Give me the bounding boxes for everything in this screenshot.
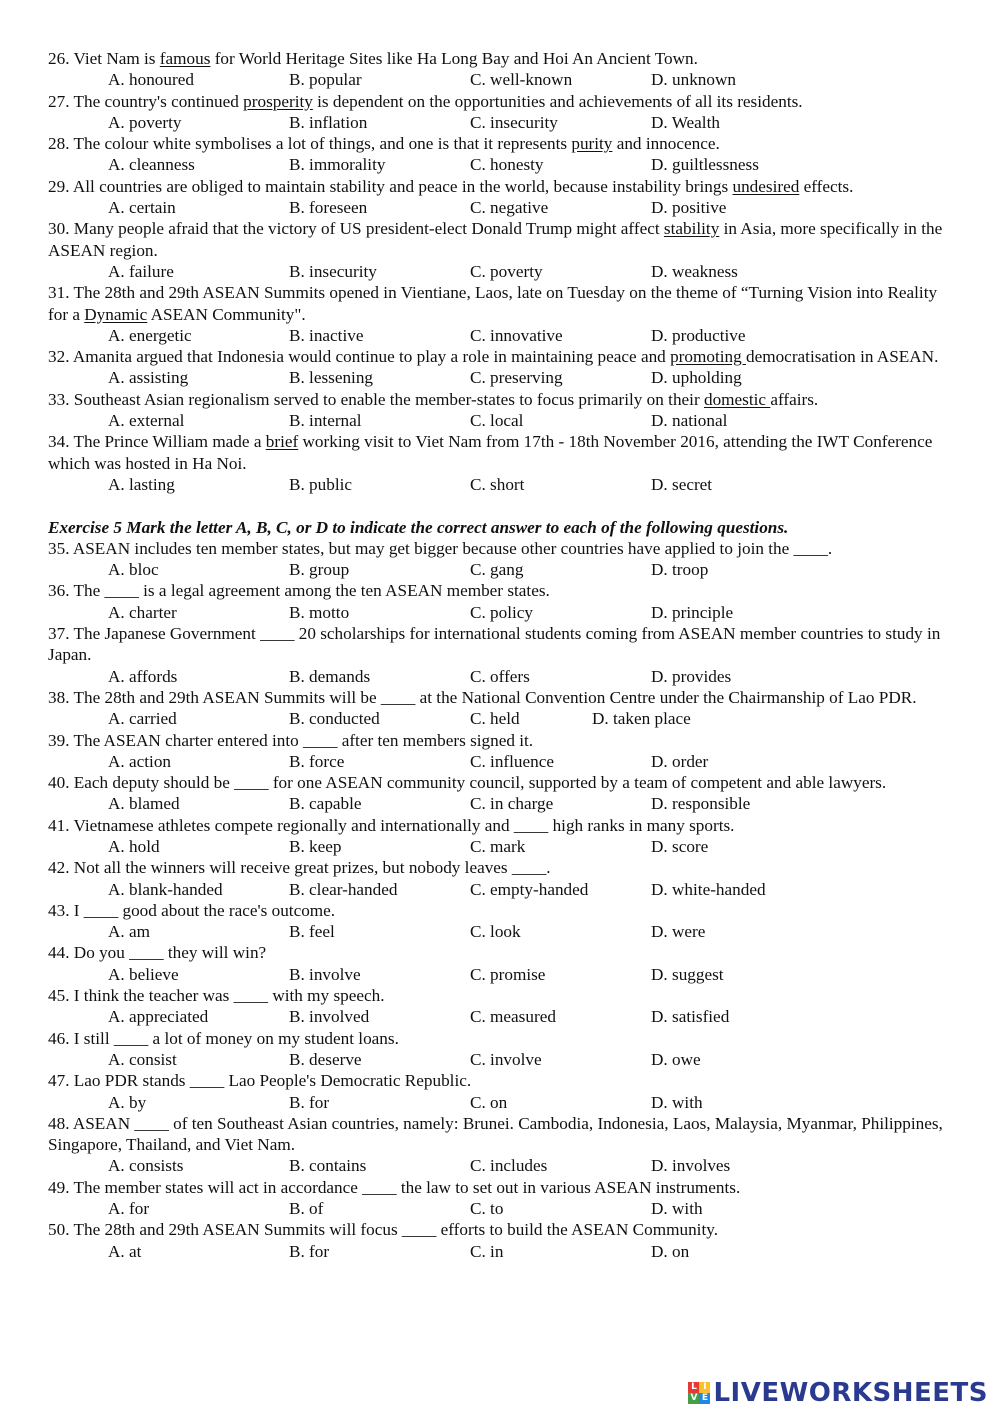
option-c[interactable]: C. look [470,922,521,942]
question-48: 48. ASEAN ____ of ten Southeast Asian countries, namely: Brunei. Cambodia, Indonesia, Laos, Malaysia, Myanmar, Philippines, Singapore, Thailand, and Viet Nam. [48,1113,943,1155]
option-b[interactable]: B. deserve [289,1049,362,1069]
option-d[interactable]: D. principle [651,602,734,622]
option-d[interactable]: D. owe [651,1049,701,1069]
question-38: 38. The 28th and 29th ASEAN Summits will be ____ at the National Convention Centre under the Chairmanship of Lao PDR. [48,687,917,707]
question-46: 46. I still ____ a lot of money on my student loans. [48,1028,399,1048]
options-40 [48,793,960,814]
question-text: 29. All countries are obliged to maintain stability and peace in the world, because instability brings [48,176,733,196]
option-c[interactable]: C. preserving [470,368,563,388]
question-49: 49. The member states will act in accordance ____ the law to set out in various ASEAN instruments. [48,1177,741,1197]
option-b[interactable]: B. inflation [289,112,368,132]
option-d[interactable]: D. productive [651,325,746,345]
option-a[interactable]: A. cleanness [108,155,195,175]
underlined-word: famous [159,49,211,68]
option-b[interactable]: B. force [289,751,345,771]
option-c[interactable]: C. local [470,411,524,431]
question-text: 27. The country's continued [48,91,244,111]
option-a[interactable]: A. honoured [108,70,194,90]
logo-letter: E [699,1393,710,1404]
option-c[interactable]: C. insecurity [470,112,558,132]
logo-letter: V [688,1393,699,1404]
options-32 [48,367,960,388]
underlined-word: prosperity [243,91,313,111]
option-d[interactable]: D. suggest [651,964,724,984]
options-49 [48,1198,960,1219]
option-a[interactable]: A. for [108,1199,150,1219]
question-50: 50. The 28th and 29th ASEAN Summits will focus ____ efforts to build the ASEAN Community. [48,1220,718,1240]
option-b[interactable]: B. for [289,1092,330,1112]
option-a[interactable]: A. poverty [108,112,182,132]
option-d[interactable]: D. score [651,836,709,856]
option-c[interactable]: C. to [470,1199,504,1219]
question-35: 35. ASEAN includes ten member states, but may get bigger because other countries have applied to join the ____. [48,538,833,558]
option-b[interactable]: B. group [289,560,350,580]
option-d[interactable]: D. positive [651,198,727,218]
options-42 [48,879,960,900]
option-d[interactable]: D. secret [651,474,713,494]
option-c[interactable]: C. poverty [470,261,543,281]
option-d[interactable]: D. guiltlessness [651,155,759,175]
option-d[interactable]: D. responsible [651,794,751,814]
option-d[interactable]: D. white-handed [651,879,766,899]
question-31 [48,282,960,325]
options-27 [48,112,960,133]
option-a[interactable]: A. consist [108,1049,177,1069]
question-29 [48,176,960,197]
option-a[interactable]: A. assisting [108,368,189,388]
options-44 [48,964,960,985]
options-38 [48,708,960,729]
question-text: 33. Southeast Asian regionalism served to enable the member-states to focus primarily on their [48,389,704,409]
options-45 [48,1006,960,1027]
option-b[interactable]: B. public [289,474,353,494]
question-39: 39. The ASEAN charter entered into ____ after ten members signed it. [48,730,534,750]
option-a[interactable]: A. blank-handed [108,879,223,899]
option-c[interactable]: C. mark [470,836,526,856]
question-text: 31. The 28th and 29th ASEAN Summits opened in Vientiane, Laos, late on Tuesday on the theme of “Turning Vision into Reality for a [48,283,938,324]
question-37: 37. The Japanese Government ____ 20 scholarships for international students coming from ASEAN member countries to study in Japan. [48,624,941,665]
option-a[interactable]: A. at [108,1241,142,1261]
option-a[interactable]: A. lasting [108,474,175,494]
question-30 [48,218,960,261]
option-b[interactable]: B. clear-handed [289,879,398,899]
option-a[interactable]: A. consists [108,1156,184,1176]
options-36 [48,602,960,623]
option-b[interactable]: B. inactive [289,325,364,345]
option-c[interactable]: C. measured [470,1007,556,1027]
question-42: 42. Not all the winners will receive great prizes, but nobody leaves ____. [48,858,551,878]
liveworksheets-icon [688,1382,710,1404]
underlined-word: purity [571,134,613,154]
question-27 [48,91,960,112]
options-35 [48,559,960,580]
question-text: in Asia, more specifically in the ASEAN region. [48,219,943,260]
option-d[interactable]: D. troop [651,560,709,580]
option-c[interactable]: C. on [470,1092,508,1112]
option-a[interactable]: A. blamed [108,794,180,814]
brand-name: LIVEWORKSHEETS [713,1378,988,1408]
option-b[interactable]: B. popular [289,70,362,90]
option-b[interactable]: B. motto [289,602,350,622]
option-c[interactable]: C. in [470,1241,504,1261]
option-d[interactable]: D. were [651,922,706,942]
question-text: for World Heritage Sites like Ha Long Bay and Hoi An Ancient Town. [210,49,698,68]
logo-letter: L [688,1382,699,1393]
option-d[interactable]: D. with [651,1092,703,1112]
question-text: 28. The colour white symbolises a lot of things, and one is that it represents [48,134,572,154]
option-c[interactable]: C. well-known [470,70,573,90]
option-a[interactable]: A. affords [108,666,178,686]
option-b[interactable]: B. feel [289,922,335,942]
option-c[interactable]: C. negative [470,198,549,218]
option-d[interactable]: D. taken place [592,709,691,729]
option-d[interactable]: D. national [651,411,728,431]
options-46 [48,1049,960,1070]
option-c[interactable]: C. influence [470,751,554,771]
options-34 [48,474,960,495]
option-b[interactable]: B. conducted [289,709,380,729]
question-43: 43. I ____ good about the race's outcome. [48,900,336,920]
option-d[interactable]: D. order [651,751,709,771]
option-a[interactable]: A. am [108,922,151,942]
option-c[interactable]: C. includes [470,1156,548,1176]
underlined-word: undesired [732,176,800,196]
options-31 [48,325,960,346]
question-text: democratisation in ASEAN. [746,347,939,367]
worksheet [48,48,960,1262]
option-d[interactable]: D. satisfied [651,1007,730,1027]
question-text: working visit to Viet Nam from 17th - 18th November 2016, attending the IWT Conference which was hosted in Ha Noi. [48,432,933,473]
question-36: 36. The ____ is a legal agreement among the ten ASEAN member states. [48,581,550,601]
options-26 [48,69,960,90]
question-34 [48,431,960,474]
option-d[interactable]: D. involves [651,1156,731,1176]
option-d[interactable]: D. upholding [651,368,742,388]
options-29 [48,197,960,218]
option-a[interactable]: A. certain [108,198,176,218]
option-c[interactable]: C. offers [470,666,530,686]
option-a[interactable]: A. external [108,411,185,431]
question-32 [48,346,960,367]
option-a[interactable]: A. hold [108,836,160,856]
options-28 [48,154,960,175]
option-c[interactable]: C. short [470,474,525,494]
option-a[interactable]: A. believe [108,964,179,984]
option-b[interactable]: B. for [289,1241,330,1261]
option-b[interactable]: B. immorality [289,155,386,175]
option-a[interactable]: A. bloc [108,560,159,580]
underlined-word: stability [663,219,720,239]
option-b[interactable]: B. capable [289,794,362,814]
question-text: 32. Amanita argued that Indonesia would continue to play a role in maintaining peace and [48,347,671,367]
option-b[interactable]: B. demands [289,666,371,686]
option-d[interactable]: D. Wealth [651,112,720,132]
option-b[interactable]: B. involved [289,1007,370,1027]
question-text: and innocence. [612,134,720,154]
option-b[interactable]: B. foreseen [289,198,368,218]
option-b[interactable]: B. insecurity [289,261,377,281]
option-c[interactable]: C. policy [470,602,534,622]
option-a[interactable]: A. failure [108,261,174,281]
underlined-word: promoting [670,347,746,367]
option-a[interactable]: A. by [108,1092,147,1112]
option-d[interactable]: D. on [651,1241,690,1261]
options-30 [48,261,960,282]
question-26 [48,48,960,69]
option-c[interactable]: C. promise [470,964,546,984]
options-37 [48,666,960,687]
question-28 [48,133,960,154]
option-d[interactable]: D. with [651,1199,703,1219]
question-44: 44. Do you ____ they will win? [48,943,267,963]
question-text: affairs. [770,389,819,409]
option-c[interactable]: C. innovative [470,325,563,345]
option-a[interactable]: A. appreciated [108,1007,209,1027]
option-c[interactable]: C. held [470,709,520,729]
options-41 [48,836,960,857]
options-48 [48,1155,960,1176]
options-47 [48,1092,960,1113]
question-text: effects. [799,176,854,196]
option-c[interactable]: C. involve [470,1049,542,1069]
option-a[interactable]: A. carried [108,709,177,729]
option-c[interactable]: C. honesty [470,155,544,175]
logo-letter: I [699,1382,710,1393]
option-b[interactable]: B. of [289,1199,324,1219]
underlined-word: domestic [703,389,771,409]
option-c[interactable]: C. empty-handed [470,879,589,899]
options-39 [48,751,960,772]
question-text: 30. Many people afraid that the victory of US president-elect Donald Trump might affect [48,219,664,239]
question-41: 41. Vietnamese athletes compete regionally and internationally and ____ high ranks in many sports. [48,815,735,835]
option-a[interactable]: A. energetic [108,325,192,345]
option-b[interactable]: B. internal [289,411,362,431]
spacer [48,495,960,516]
options-43 [48,921,960,942]
option-b[interactable]: B. contains [289,1156,367,1176]
option-c[interactable]: C. gang [470,560,524,580]
option-c[interactable]: C. in charge [470,794,554,814]
option-b[interactable]: B. involve [289,964,361,984]
option-d[interactable]: D. unknown [651,70,736,90]
question-47: 47. Lao PDR stands ____ Lao People's Democratic Republic. [48,1071,472,1091]
option-a[interactable]: A. charter [108,602,177,622]
question-33 [48,389,960,410]
question-45: 45. I think the teacher was ____ with my speech. [48,986,385,1006]
question-text: is dependent on the opportunities and achievements of all its residents. [312,91,803,111]
option-d[interactable]: D. weakness [651,261,738,281]
options-50 [48,1241,960,1262]
liveworksheets-logo [688,1378,988,1408]
question-text: 34. The Prince William made a [48,432,266,452]
question-text: 26. Viet Nam is [48,49,160,68]
exercise-heading: Exercise 5 Mark the letter A, B, C, or D to indicate the correct answer to each of the following questions. [48,517,789,537]
question-40: 40. Each deputy should be ____ for one ASEAN community council, supported by a team of competent and able lawyers. [48,773,887,793]
option-b[interactable]: B. keep [289,836,342,856]
option-b[interactable]: B. lessening [289,368,374,388]
option-d[interactable]: D. provides [651,666,732,686]
options-33 [48,410,960,431]
underlined-word: brief [265,432,299,452]
option-a[interactable]: A. action [108,751,172,771]
underlined-word: Dynamic [84,304,148,324]
question-text: ASEAN Community". [147,304,306,324]
